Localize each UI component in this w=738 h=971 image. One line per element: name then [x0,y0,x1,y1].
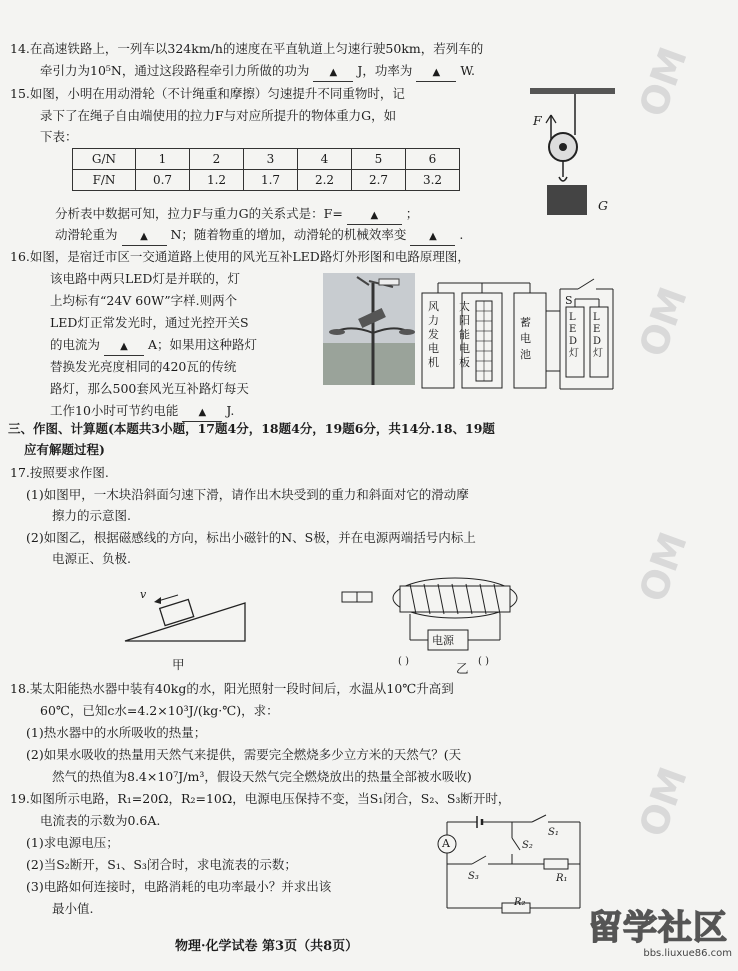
q16-line8: 工作10小时可节约电能 ▲ J. [50,402,234,422]
q15-data-table [72,148,460,191]
q19-line4: (2)当S₂断开，S₁、S₃闭合时，求电流表的示数； [26,857,297,872]
q17-line5: 电源正、负极. [52,551,131,566]
q14-line1: 14.在高速铁路上，一列车以324km/h的速度在平直轨道上匀速行驶50km，若列车的 [10,41,484,56]
circuit-led2-label: L E D 灯 [593,312,603,359]
q19-line3: (1)求电源电压； [26,835,119,850]
circuit-switch-label: S [565,294,573,307]
led-circuit-diagram [418,271,618,391]
solenoid-paren-right: ( ) [478,656,489,667]
section3-heading: 三、作图、计算题(本题共3小题，17题4分，18题4分，19题6分，共14分.18、19题 [8,421,495,436]
q17-line3: 擦力的示意图. [52,508,131,523]
q15-line2: 录下了在绳子自由端使用的拉力F与对应所提升的物体重力G，如 [40,108,397,123]
watermark-side: OM [630,281,696,363]
circuit-battery-label: 蓄 电 池 [520,316,531,361]
q19-circuit-diagram [432,812,592,922]
q19-R1-label: R₁ [556,873,568,884]
circuit-led1-label: L E D 灯 [569,312,579,359]
site-logo: 留学社区 bbs.liuxue86.com [588,908,732,959]
q18-line4: (2)如果水吸收的热量用天然气来提供，需要完全燃烧多少立方米的天然气？(天 [26,747,462,762]
table-row: G/N 1 2 3 4 5 6 [73,149,460,170]
q19-line2: 电流表的示数为0.6A. [40,813,161,828]
pulley-G-label: G [598,198,608,213]
watermark-side: OM [630,41,696,123]
solenoid-power-label: 电源 [432,634,454,647]
circuit-solar-label: 太 阳 能 电 板 [459,300,470,369]
pulley-F-label: F [533,113,542,128]
q19-R2-label: R₂ [514,897,526,908]
fig-jia-label: 甲 [172,657,185,672]
q18-line1: 18.某太阳能热水器中装有40kg的水，阳光照射一段时间后，水温从10℃升高到 [10,681,454,696]
fig-yi-label: 乙 [456,661,469,676]
q19-line1: 19.如图所示电路，R₁=20Ω，R₂=10Ω，电源电压保持不变，当S₁闭合，S₂、S₃断开时， [10,791,511,806]
q16-line7: 路灯，那么500套风光互补路灯每天 [50,381,249,396]
q18-line5: 然气的热值为8.4×10⁷J/m³，假设天然气完全燃烧放出的热量全部被水吸收) [52,769,472,784]
q16-line3: 上均标有“24V 60W”字样.则两个 [50,293,238,308]
q19-line5: (3)电路如何连接时，电路消耗的电功率最小？并求出该 [26,879,332,894]
q16-line1: 16.如图，是宿迁市区一交通道路上使用的风光互补LED路灯外形图和电路原理图， [10,249,470,264]
q17-line4: (2)如图乙，根据磁感线的方向，标出小磁针的N、S极，并在电源两端括号内标上 [26,530,476,545]
q15-line1: 15.如图，小明在用动滑轮（不计绳重和摩擦）匀速提升不同重物时，记 [10,86,405,101]
circuit-wind-label: 风 力 发 电 机 [428,300,439,369]
solenoid-paren-left: ( ) [398,656,409,667]
q15-line5: 动滑轮重为 ▲ N；随着物重的增加，动滑轮的机械效率变 ▲ . [55,226,463,246]
street-light-photo [323,273,415,385]
q16-line6: 替换发光亮度相同的420瓦的传统 [50,359,237,374]
pulley-figure [525,85,625,230]
table-row: F/N 0.7 1.2 1.7 2.2 2.7 3.2 [73,170,460,191]
q15-line4: 分析表中数据可知，拉力F与重力G的关系式是：F= ▲ ； [55,205,418,225]
q17-line2: (1)如图甲，一木块沿斜面匀速下滑，请作出木块受到的重力和斜面对它的滑动摩 [26,487,469,502]
q19-S1-label: S₁ [548,827,559,838]
q15-line3: 下表： [40,129,78,144]
q18-line2: 60℃，已知c水=4.2×10³J/(kg·℃)，求： [40,703,279,718]
q18-line3: (1)热水器中的水所吸收的热量； [26,725,207,740]
q14-line2: 牵引力为10⁵N，通过这段路程牵引力所做的功为 ▲ J，功率为 ▲ W. [40,62,475,82]
q17-line1: 17.按照要求作图. [10,465,109,480]
q19-S3-label: S₃ [468,871,479,882]
q19-line6: 最小值. [52,901,94,916]
q16-line4: LED灯正常发光时，通过光控开关S [50,315,249,330]
watermark-side: OM [630,761,696,843]
q19-S2-label: S₂ [522,840,533,851]
q16-line2: 该电路中两只LED灯是并联的，灯 [50,271,240,286]
watermark-side: OM [630,526,696,608]
solenoid-figure [340,568,520,663]
q19-ammeter-label: A [442,837,450,850]
page-footer: 物理·化学试卷 第3页（共8页） [175,939,359,954]
section3-heading-cont: 应有解题过程) [24,442,105,457]
incline-v-label: v [140,588,147,601]
q16-line5: 的电流为 ▲ A；如果用这种路灯 [50,336,257,356]
